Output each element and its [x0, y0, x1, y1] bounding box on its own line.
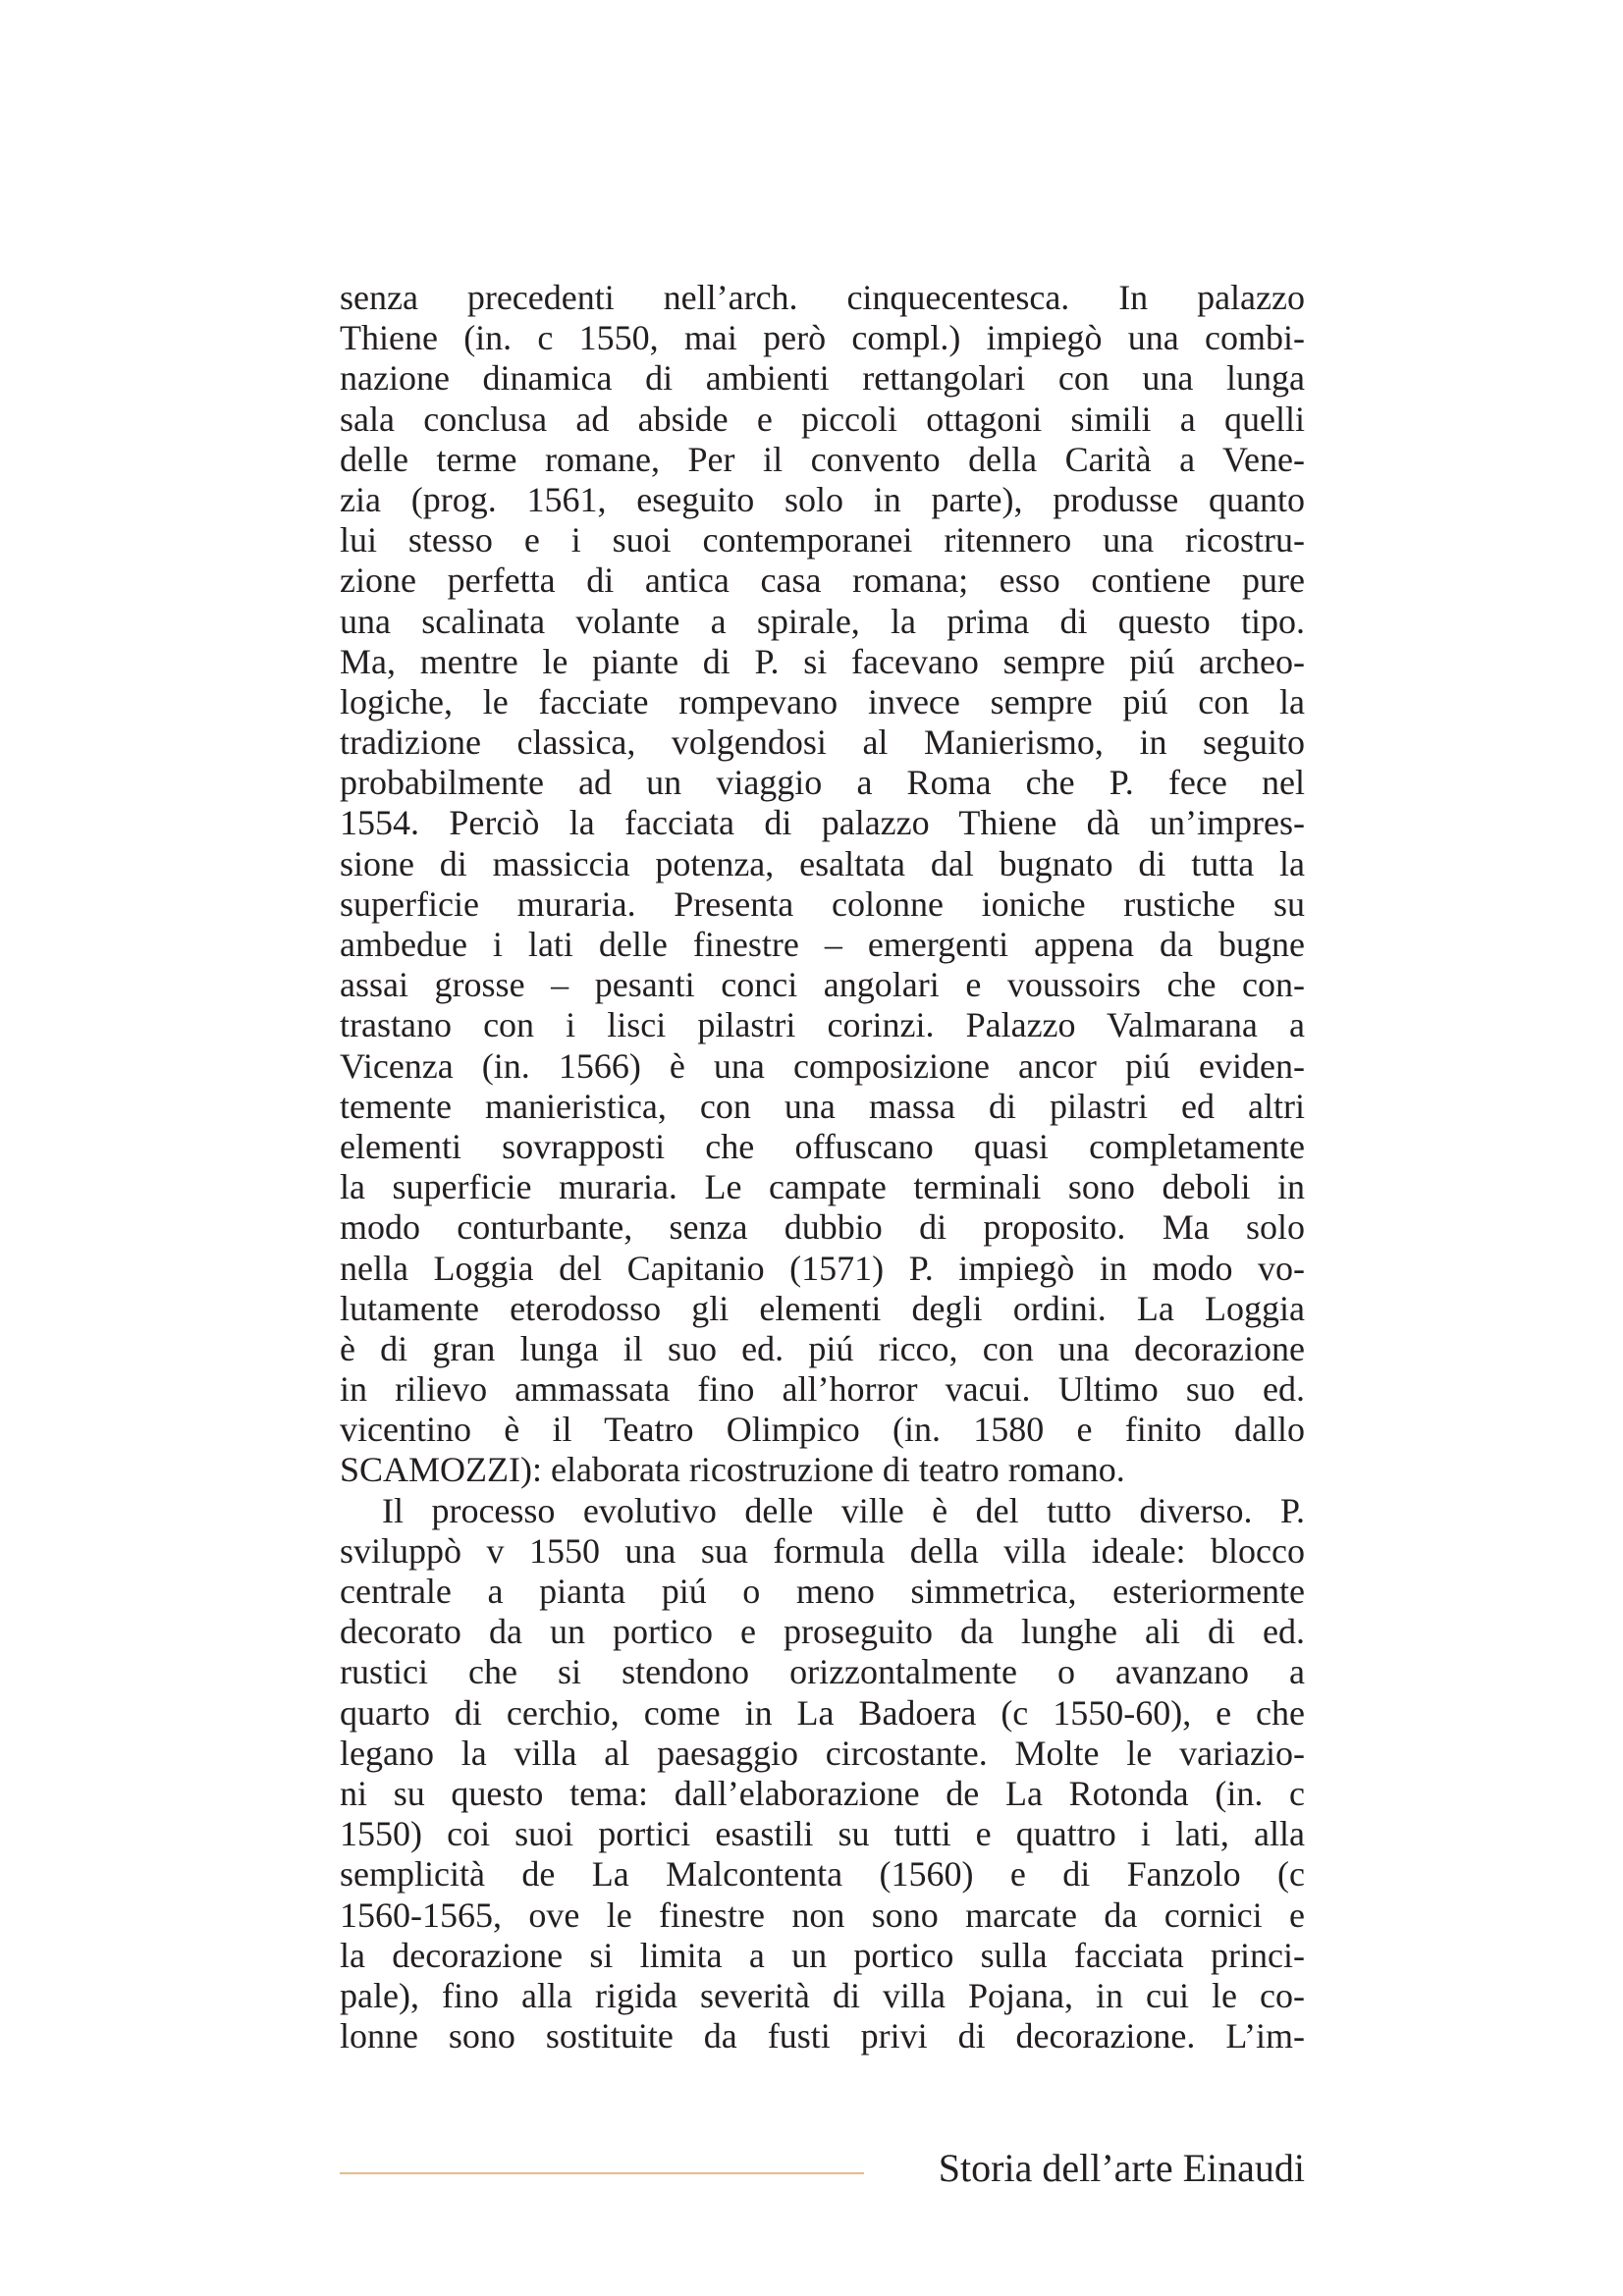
text-line: vicentino è il Teatro Olimpico (in. 1580 e finito dallo — [340, 1410, 1305, 1450]
body-text — [340, 278, 1305, 2056]
text-line: Vicenza (in. 1566) è una composizione ancor piú eviden- — [340, 1045, 1305, 1086]
text-line: elementi sovrapposti che offuscano quasi completamente — [340, 1126, 1305, 1166]
text-line: probabilmente ad un viaggio a Roma che P. fece nel — [340, 763, 1305, 803]
text-line: Thiene (in. c 1550, mai però compl.) impiegò una combi- — [340, 318, 1305, 358]
text-line: centrale a pianta piú o meno simmetrica, esteriormente — [340, 1572, 1305, 1611]
text-line: nella Loggia del Capitanio (1571) P. impiegò in modo vo- — [340, 1248, 1305, 1288]
text-line: lui stesso e i suoi contemporanei ritennero una ricostru- — [340, 520, 1305, 561]
text-line: lonne sono sostituite da fusti privi di decorazione. L’im- — [340, 2016, 1305, 2056]
text-line: 1554. Perciò la facciata di palazzo Thiene dà un’impres- — [340, 803, 1305, 843]
text-line: è di gran lunga il suo ed. piú ricco, con una decorazione — [340, 1328, 1305, 1368]
text-line: quarto di cerchio, come in La Badoera (c 1550-60), e che — [340, 1692, 1305, 1733]
text-line: senza precedenti nell’arch. cinquecentesca. In palazzo — [340, 278, 1305, 317]
text-line: SCAMOZZI): elaborata ricostruzione di teatro romano. — [340, 1450, 1125, 1490]
text-line: Il processo evolutivo delle ville è del tutto diverso. P. — [382, 1490, 1305, 1530]
text-line: tradizione classica, volgendosi al Manierismo, in seguito — [340, 722, 1305, 763]
text-line: modo conturbante, senza dubbio di proposito. Ma solo — [340, 1207, 1305, 1248]
text-line: decorato da un portico e proseguito da lunghe ali di ed. — [340, 1612, 1305, 1652]
text-line: la decorazione si limita a un portico sulla facciata princi- — [340, 1935, 1305, 1975]
text-line: sviluppò v 1550 una sua formula della villa ideale: blocco — [340, 1530, 1305, 1571]
text-line: ambedue i lati delle finestre – emergenti appena da bugne — [340, 925, 1305, 964]
text-line: la superficie muraria. Le campate terminali sono deboli in — [340, 1167, 1305, 1207]
text-line: Ma, mentre le piante di P. si facevano sempre piú archeo- — [340, 641, 1305, 681]
text-line: legano la villa al paesaggio circostante. Molte le variazio- — [340, 1733, 1305, 1773]
text-line: sala conclusa ad abside e piccoli ottagoni simili a quelli — [340, 399, 1305, 439]
text-line: superficie muraria. Presenta colonne ioniche rustiche su — [340, 883, 1305, 924]
text-line: zia (prog. 1561, eseguito solo in parte), produsse quanto — [340, 479, 1305, 519]
footer-rule — [340, 2172, 864, 2174]
text-line: trastano con i lisci pilastri corinzi. Palazzo Valmarana a — [340, 1005, 1305, 1045]
footer-publication-title: Storia dell’arte Einaudi — [938, 2146, 1305, 2190]
text-line: nazione dinamica di ambienti rettangolari con una lunga — [340, 358, 1305, 399]
text-line: delle terme romane, Per il convento della Carità a Vene- — [340, 439, 1305, 479]
text-line: zione perfetta di antica casa romana; esso contiene pure — [340, 561, 1305, 601]
text-line: lutamente eterodosso gli elementi degli ordini. La Loggia — [340, 1288, 1305, 1328]
text-line: 1560-1565, ove le finestre non sono marcate da cornici e — [340, 1895, 1305, 1935]
text-line: logiche, le facciate rompevano invece sempre piú con la — [340, 681, 1305, 721]
text-line: sione di massiccia potenza, esaltata dal bugnato di tutta la — [340, 843, 1305, 883]
text-line: 1550) coi suoi portici esastili su tutti e quattro i lati, alla — [340, 1814, 1305, 1854]
text-line: rustici che si stendono orizzontalmente o avanzano a — [340, 1652, 1305, 1692]
text-line: semplicità de La Malcontenta (1560) e di Fanzolo (c — [340, 1854, 1305, 1895]
text-line: una scalinata volante a spirale, la prima di questo tipo. — [340, 601, 1305, 641]
text-line: pale), fino alla rigida severità di villa Pojana, in cui le co- — [340, 1975, 1305, 2015]
text-line: assai grosse – pesanti conci angolari e voussoirs che con- — [340, 965, 1305, 1005]
text-line: ni su questo tema: dall’elaborazione de La Rotonda (in. c — [340, 1773, 1305, 1813]
text-line: in rilievo ammassata fino all’horror vacui. Ultimo suo ed. — [340, 1369, 1305, 1410]
text-line: temente manieristica, con una massa di pilastri ed altri — [340, 1086, 1305, 1126]
